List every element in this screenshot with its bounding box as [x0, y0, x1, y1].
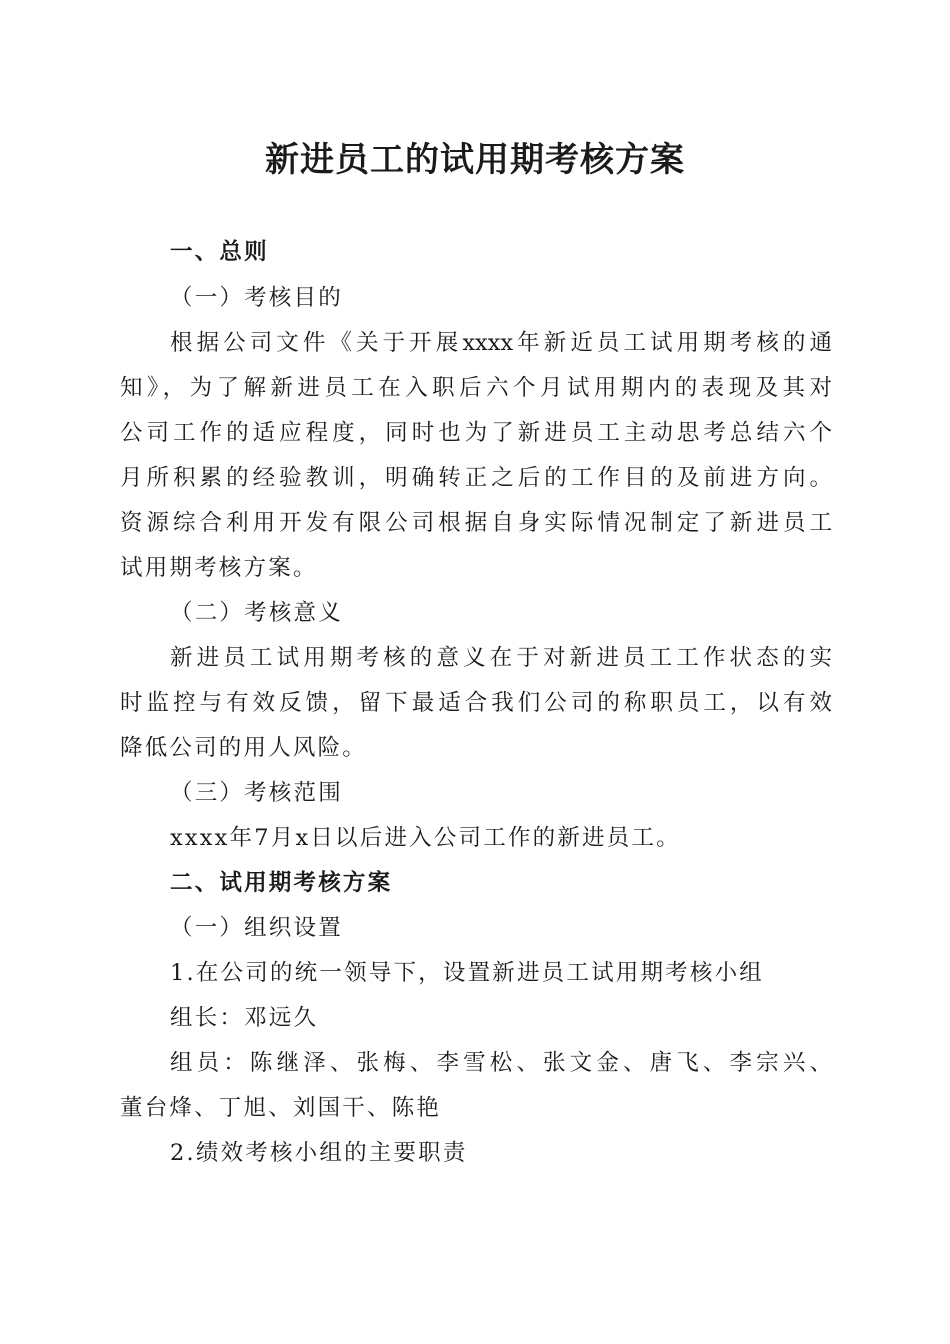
subheading-scope: （三）考核范围 [170, 780, 343, 806]
team-members-line: 组员：陈继泽、张梅、李雪松、张文金、唐飞、李宗兴、 [170, 1050, 832, 1076]
document-title: 新进员工的试用期考核方案 [265, 140, 685, 180]
team-members-line: 董台烽、丁旭、刘国干、陈艳 [120, 1095, 442, 1121]
paragraph-line: xxxx年7月x日以后进入公司工作的新进员工。 [170, 825, 681, 851]
paragraph-line: 资源综合利用开发有限公司根据自身实际情况制定了新进员工 [120, 510, 832, 536]
paragraph-line: 试用期考核方案。 [120, 555, 318, 581]
subheading-significance: （二）考核意义 [170, 600, 343, 626]
paragraph-line: 月所积累的经验教训，明确转正之后的工作目的及前进方向。 [120, 465, 832, 491]
paragraph-line: 2.绩效考核小组的主要职责 [170, 1140, 468, 1166]
paragraph-line: 公司工作的适应程度，同时也为了新进员工主动思考总结六个 [120, 420, 832, 446]
paragraph-line: 1.在公司的统一领导下，设置新进员工试用期考核小组 [170, 960, 764, 986]
paragraph-line: 知》，为了解新进员工在入职后六个月试用期内的表现及其对 [120, 375, 832, 401]
paragraph-line: 降低公司的用人风险。 [120, 735, 368, 761]
paragraph-line: 新进员工试用期考核的意义在于对新进员工工作状态的实 [170, 645, 832, 671]
subheading-purpose: （一）考核目的 [170, 285, 343, 311]
subheading-organization: （一）组织设置 [170, 915, 343, 941]
section-heading-plan: 二、试用期考核方案 [170, 870, 393, 896]
section-heading-general: 一、总则 [170, 239, 269, 265]
paragraph-line: 根据公司文件《关于开展xxxx年新近员工试用期考核的通 [170, 330, 832, 356]
paragraph-line: 时监控与有效反馈，留下最适合我们公司的称职员工，以有效 [120, 690, 832, 716]
team-leader-line: 组长：邓远久 [170, 1005, 319, 1031]
